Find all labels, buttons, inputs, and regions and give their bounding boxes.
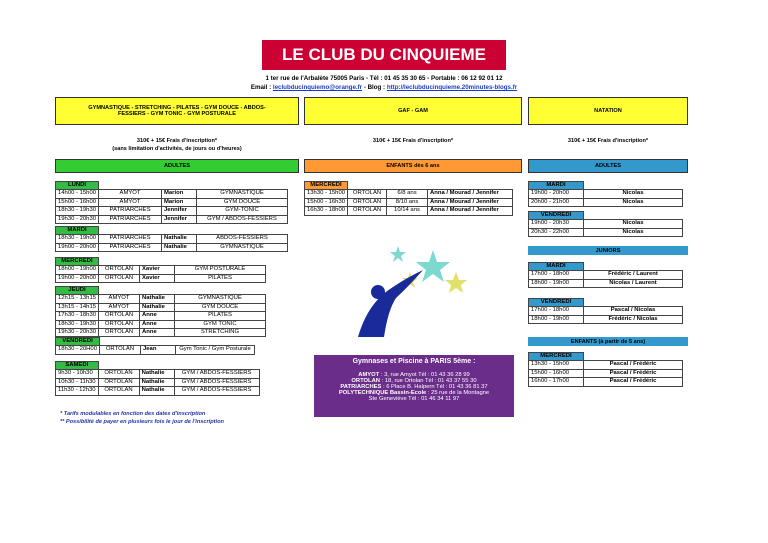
day-label: VENDREDI bbox=[529, 212, 584, 220]
activity-cell: GYM DOUCE bbox=[175, 303, 266, 311]
gym-cell: AMYOT bbox=[99, 198, 162, 206]
time-cell: 18h30 - 19h30 bbox=[56, 207, 99, 215]
time-cell: 18h00 - 19h00 bbox=[56, 266, 99, 274]
table-row bbox=[56, 387, 260, 395]
time-cell: 11h30 - 12h30 bbox=[56, 387, 99, 395]
day-label: MERCREDI bbox=[529, 353, 584, 361]
time-cell: 20h30 - 22h00 bbox=[529, 228, 584, 236]
day-label: MARDI bbox=[529, 182, 584, 190]
time-cell: 19h30 - 20h30 bbox=[56, 215, 99, 223]
table-row bbox=[56, 190, 288, 198]
venue-line bbox=[314, 396, 514, 402]
gaf-price: 310€ + 15€ Frais d'inscription* bbox=[372, 138, 454, 144]
table-row bbox=[56, 207, 288, 215]
activity-cell: GYM / ABDOS-FESSIERS bbox=[174, 370, 259, 378]
coach-cell: Nicolas bbox=[584, 198, 683, 206]
coach-cell: Anna / Mourad / Jennifer bbox=[428, 207, 513, 215]
coach-cell: Nathalie bbox=[162, 243, 197, 251]
gym-cell: ORTOLAN bbox=[98, 378, 139, 386]
samedi-table bbox=[55, 361, 260, 396]
natation-table bbox=[528, 181, 683, 207]
gym-cell: AMYOT bbox=[99, 190, 162, 198]
time-cell: 15h00 - 16h00 bbox=[529, 369, 584, 377]
activity-cell: GYM DOUCE bbox=[197, 198, 288, 206]
venue-name: PATRIARCHES bbox=[340, 384, 382, 390]
venue-name: ORTOLAN bbox=[351, 378, 380, 384]
natation-adultes-header: ADULTES bbox=[528, 159, 688, 173]
age-cell: 10/14 ans bbox=[387, 207, 428, 215]
gym-cell: ORTOLAN bbox=[99, 312, 140, 320]
venue-details: : 3, rue Amyot Tél : 01 43 36 28 99 bbox=[379, 372, 470, 378]
table-row bbox=[305, 198, 513, 206]
mardi-block bbox=[55, 226, 288, 252]
day-label: JEUDI bbox=[56, 287, 99, 295]
gym-cell: ORTOLAN bbox=[99, 266, 140, 274]
activity-cell: Gym Tonic / Gym Posturale bbox=[175, 346, 254, 354]
natation-table bbox=[528, 298, 683, 324]
coach-cell: Anna / Mourad / Jennifer bbox=[428, 198, 513, 206]
mercredi-block bbox=[55, 257, 266, 283]
day-label: SAMEDI bbox=[56, 362, 99, 370]
coach-cell: Nathalie bbox=[162, 235, 197, 243]
jeudi-table bbox=[55, 286, 266, 337]
coach-cell: Marion bbox=[162, 198, 197, 206]
gymnast-figure bbox=[358, 270, 423, 337]
table-row bbox=[56, 266, 266, 274]
mardi-table bbox=[55, 226, 288, 252]
venue-details: Ste Geneviève Tél : 01 46 34 11 97 bbox=[368, 396, 460, 402]
jeudi-block bbox=[55, 286, 266, 337]
time-cell: 17h30 - 18h30 bbox=[56, 312, 99, 320]
lundi-block bbox=[55, 181, 288, 224]
samedi-block bbox=[55, 361, 260, 396]
activity-cell: GYMNASTIQUE bbox=[175, 295, 266, 303]
table-row bbox=[56, 370, 260, 378]
activity-cell: GYM / ABDOS-FESSIERS bbox=[197, 215, 288, 223]
table-row bbox=[529, 198, 683, 206]
blog-link[interactable]: http://leclubducinquieme.20minutes-blogs.fr bbox=[386, 84, 518, 91]
time-cell: 18h00 - 19h00 bbox=[529, 279, 584, 287]
table-row bbox=[529, 271, 683, 279]
table-row bbox=[56, 295, 266, 303]
gym-cell: AMYOT bbox=[99, 295, 140, 303]
time-cell: 17h00 - 18h00 bbox=[529, 307, 584, 315]
table-row bbox=[529, 307, 683, 315]
club-title-banner: LE CLUB DU CINQUIEME bbox=[262, 40, 506, 70]
table-row bbox=[529, 361, 683, 369]
activity-cell: GYMNASTIQUE bbox=[197, 243, 288, 251]
gaf-gam-header: GAF - GAM bbox=[304, 97, 522, 125]
email-label: Email : bbox=[250, 84, 273, 91]
enfants-table bbox=[304, 181, 513, 216]
time-cell: 18h30 - 19h00 bbox=[56, 235, 99, 243]
coach-cell: Anne bbox=[140, 312, 175, 320]
natation-adultes-mardi bbox=[528, 181, 683, 207]
coach-cell: Nathalie bbox=[139, 370, 174, 378]
coach-cell: Nathalie bbox=[140, 303, 175, 311]
gym-activities-header: GYMNASTIQUE - STRETCHING - PILATES - GYM DOUCE - ABDOS-FESSIERS - GYM TONIC - GYM POSTURALE bbox=[55, 97, 299, 125]
time-cell: 12h15 - 13h15 bbox=[56, 295, 99, 303]
lundi-table bbox=[55, 181, 288, 224]
time-cell: 13h30 - 15h00 bbox=[529, 361, 584, 369]
natation-table bbox=[528, 262, 683, 288]
coach-cell: Nicolas bbox=[584, 220, 683, 228]
day-label: MARDI bbox=[56, 227, 99, 235]
gym-cell: ORTOLAN bbox=[99, 274, 140, 282]
gymnast-head bbox=[371, 285, 385, 299]
table-row bbox=[56, 312, 266, 320]
vendredi-table bbox=[55, 337, 255, 355]
table-row bbox=[529, 220, 683, 228]
time-cell: 18h30 - 20H00 bbox=[56, 346, 100, 354]
blog-separator: - bbox=[362, 84, 368, 91]
day-label: MERCREDI bbox=[56, 258, 99, 266]
activity-cell: GYM / ABDOS-FESSIERS bbox=[174, 387, 259, 395]
coach-cell: Marion bbox=[162, 190, 197, 198]
day-label: MARDI bbox=[529, 263, 584, 271]
activity-cell: GYMNASTIQUE bbox=[197, 190, 288, 198]
gym-price-note: (sans limitation d'activités, de jours ou d'heures) bbox=[112, 146, 242, 152]
time-cell: 19h00 - 20h00 bbox=[529, 190, 584, 198]
table-row bbox=[305, 207, 513, 215]
gym-cell: ORTOLAN bbox=[99, 346, 140, 354]
mercredi-table bbox=[55, 257, 266, 283]
table-row bbox=[56, 235, 288, 243]
activity-cell: GYM POSTURALE bbox=[175, 266, 266, 274]
time-cell: 16h00 - 17h00 bbox=[529, 378, 584, 386]
gym-cell: ORTOLAN bbox=[98, 387, 139, 395]
time-cell: 13h30 - 15h00 bbox=[305, 190, 348, 198]
coach-cell: Frédéric / Laurent bbox=[584, 271, 683, 279]
blog-label: Blog : bbox=[367, 84, 387, 91]
activity-cell: PILATES bbox=[175, 312, 266, 320]
venue-details: : 18, rue Ortolan Tél : 01 43 37 55 30 bbox=[379, 378, 477, 384]
day-label: LUNDI bbox=[56, 182, 99, 190]
coach-cell: Frédéric / Nicolas bbox=[584, 315, 683, 323]
coach-cell: Anna / Mourad / Jennifer bbox=[428, 190, 513, 198]
time-cell: 19h30 - 20h30 bbox=[56, 329, 99, 337]
vendredi-block bbox=[55, 337, 255, 355]
gym-cell: PATRIARCHES bbox=[99, 243, 162, 251]
coach-cell: Nicolas bbox=[584, 228, 683, 236]
venues-box bbox=[314, 355, 514, 417]
coach-cell: Anne bbox=[140, 320, 175, 328]
age-cell: 6/8 ans bbox=[387, 190, 428, 198]
time-cell: 14h00 - 15h00 bbox=[56, 190, 99, 198]
coach-cell: Xavier bbox=[140, 274, 175, 282]
natation-price: 310€ + 15€ Frais d'inscription* bbox=[567, 138, 649, 144]
coach-cell: Pascal / Nicolas bbox=[584, 307, 683, 315]
coach-cell: Jennifer bbox=[162, 207, 197, 215]
gym-cell: ORTOLAN bbox=[348, 198, 387, 206]
time-cell: 10h30 - 11h30 bbox=[56, 378, 99, 386]
time-cell: 19h00 - 20h00 bbox=[56, 243, 99, 251]
enfants-mercredi-block bbox=[304, 181, 513, 216]
natation-juniors-vendredi bbox=[528, 298, 683, 324]
coach-cell: Nicolas bbox=[584, 190, 683, 198]
venue-details: : 25 rue de la Montagne bbox=[426, 390, 490, 396]
table-row bbox=[529, 369, 683, 377]
activity-cell: STRETCHING bbox=[175, 329, 266, 337]
venue-name: POLYTECHNIQUE Bassin-Ecole bbox=[338, 390, 427, 396]
table-row bbox=[305, 190, 513, 198]
footnote-paiement: ** Possibilité de payer en plusieurs fois le jour de l'inscription bbox=[60, 419, 224, 425]
venue-details: : 6 Place B. Halpern Tél : 01 43 36 81 37 bbox=[381, 384, 488, 390]
coach-cell: Jennifer bbox=[162, 215, 197, 223]
activity-cell: GYM-TONIC bbox=[197, 207, 288, 215]
natation-table bbox=[528, 211, 683, 237]
table-row bbox=[56, 243, 288, 251]
table-row bbox=[56, 346, 255, 354]
table-row bbox=[529, 279, 683, 287]
coach-cell: Pascal / Frédéric bbox=[584, 378, 683, 386]
activity-cell: GYM TONIC bbox=[175, 320, 266, 328]
gym-cell: AMYOT bbox=[99, 303, 140, 311]
time-cell: 16h30 - 18h00 bbox=[305, 207, 348, 215]
gym-cell: ORTOLAN bbox=[98, 370, 139, 378]
time-cell: 19h00 - 20h30 bbox=[529, 220, 584, 228]
gym-cell: ORTOLAN bbox=[348, 207, 387, 215]
coach-cell: Nathalie bbox=[140, 295, 175, 303]
coach-cell: Jean bbox=[140, 346, 175, 354]
table-row bbox=[56, 198, 288, 206]
email-link[interactable]: leclubducinquiemo@orange.fr bbox=[272, 84, 363, 91]
coach-cell: Pascal / Frédéric bbox=[584, 361, 683, 369]
table-row bbox=[529, 190, 683, 198]
activity-cell: GYM / ABDOS-FESSIERS bbox=[174, 378, 259, 386]
table-row bbox=[56, 274, 266, 282]
table-row bbox=[56, 320, 266, 328]
gym-cell: ORTOLAN bbox=[348, 190, 387, 198]
coach-cell: Nathalie bbox=[139, 387, 174, 395]
gym-cell: ORTOLAN bbox=[99, 329, 140, 337]
juniors-header: JUNIORS bbox=[528, 246, 688, 255]
coach-cell: Nathalie bbox=[139, 378, 174, 386]
gym-cell: PATRIARCHES bbox=[99, 215, 162, 223]
table-row bbox=[56, 215, 288, 223]
footnote-tarifs: * Tarifs modulables en fonction des dates d'inscription bbox=[60, 411, 206, 417]
venue-name: AMYOT bbox=[358, 372, 380, 378]
natation-enfants-mercredi bbox=[528, 352, 683, 387]
gym-cell: ORTOLAN bbox=[99, 320, 140, 328]
coach-cell: Anne bbox=[140, 329, 175, 337]
enfants-section-header: ENFANTS dès 6 ans bbox=[304, 159, 522, 173]
coach-cell: Nicolas / Laurent bbox=[584, 279, 683, 287]
natation-header: NATATION bbox=[528, 97, 688, 125]
table-row bbox=[56, 329, 266, 337]
time-cell: 15h00 - 16h30 bbox=[305, 198, 348, 206]
natation-juniors-mardi bbox=[528, 262, 683, 288]
activity-cell: ABDOS-FESSIERS bbox=[197, 235, 288, 243]
time-cell: 19h00 - 20h00 bbox=[56, 274, 99, 282]
time-cell: 20h00 - 21h00 bbox=[529, 198, 584, 206]
gymnast-stars-illustration bbox=[338, 232, 480, 342]
contact-line bbox=[120, 84, 648, 91]
table-row bbox=[56, 303, 266, 311]
natation-table bbox=[528, 352, 683, 387]
natation-adultes-vendredi bbox=[528, 211, 683, 237]
adultes-section-header: ADULTES bbox=[55, 159, 299, 173]
time-cell: 9h30 - 10h30 bbox=[56, 370, 99, 378]
time-cell: 13h15 - 14h15 bbox=[56, 303, 99, 311]
time-cell: 15h00 - 16h00 bbox=[56, 198, 99, 206]
day-label: VENDREDI bbox=[529, 299, 584, 307]
gym-cell: PATRIARCHES bbox=[99, 207, 162, 215]
enfants-natation-header: ENFANTS (à partir de 5 ans) bbox=[528, 337, 688, 346]
table-row bbox=[529, 228, 683, 236]
time-cell: 17h00 - 18h00 bbox=[529, 271, 584, 279]
gym-price: 310€ + 15€ Frais d'inscription* bbox=[136, 138, 218, 144]
coach-cell: Pascal / Frédéric bbox=[584, 369, 683, 377]
time-cell: 18h30 - 19h30 bbox=[56, 320, 99, 328]
age-cell: 8/10 ans bbox=[387, 198, 428, 206]
coach-cell: Xavier bbox=[140, 266, 175, 274]
activity-cell: PILATES bbox=[175, 274, 266, 282]
table-row bbox=[529, 315, 683, 323]
day-label: VENDREDI bbox=[56, 338, 100, 346]
time-cell: 18h00 - 19h00 bbox=[529, 315, 584, 323]
gym-cell: PATRIARCHES bbox=[99, 235, 162, 243]
day-label: MERCREDI bbox=[305, 182, 348, 190]
table-row bbox=[529, 378, 683, 386]
table-row bbox=[56, 378, 260, 386]
venues-title: Gymnases et Piscine à PARIS 5ème : bbox=[352, 358, 476, 365]
address-line: 1 ter rue de l'Arbalète 75005 Paris - Tél : 01 45 35 30 65 - Portable : 06 12 92 01 12 bbox=[265, 75, 503, 82]
